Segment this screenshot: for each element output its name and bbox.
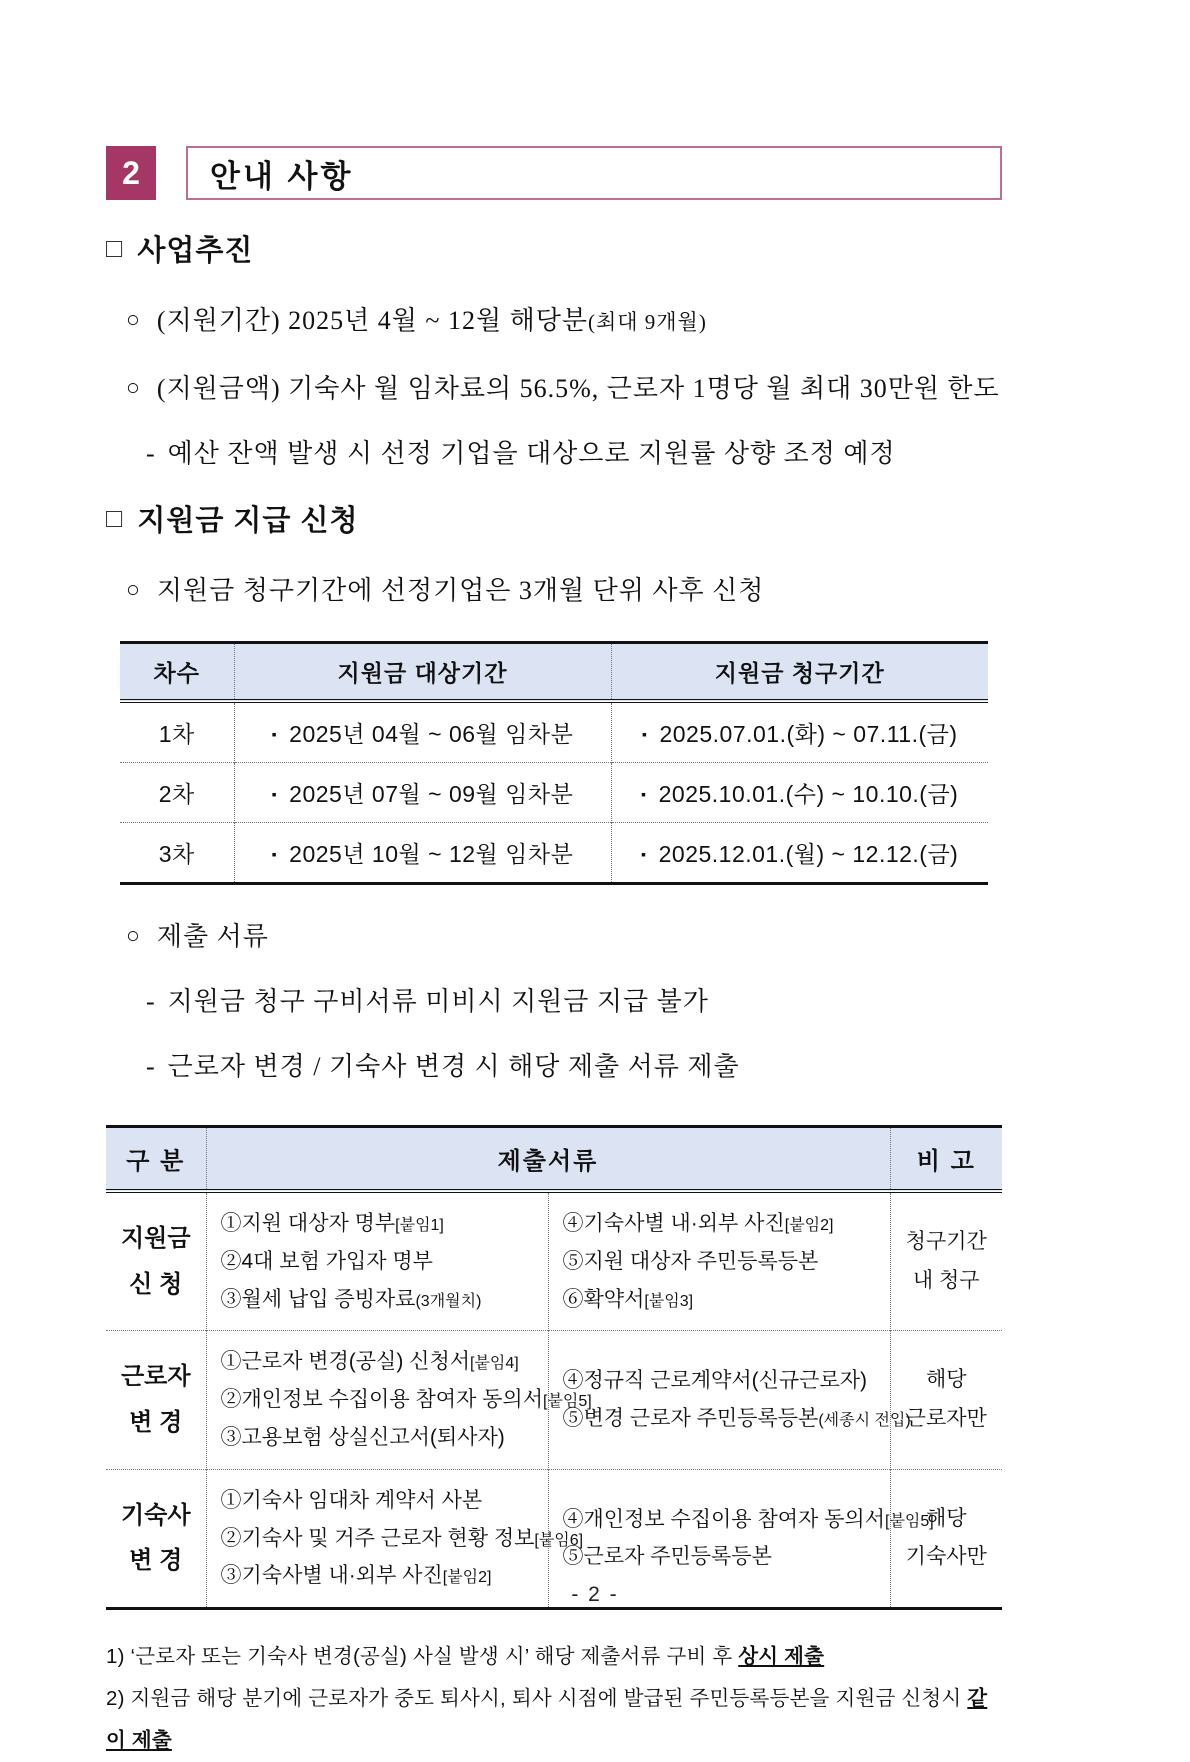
section-title: 안내 사항 [186,146,1002,200]
square-bullet-icon: ▪ [271,846,278,862]
sub-note-budget-text: 예산 잔액 발생 시 선정 기업을 대상으로 지원률 상향 조정 예정 [167,439,896,468]
footnote-2-emphasis: 같이 제출 [106,1687,988,1753]
heading-application [106,498,1002,539]
schedule-header-row [120,643,988,702]
bullet-claim-cycle-text: 지원금 청구기간에 선정기업은 3개월 단위 사후 신청 [156,576,765,605]
round-cell: 2차 [120,763,234,823]
table-row [120,701,988,763]
note-cell: 해당 기숙사만 [890,1469,1002,1608]
documents-right-cell: ④개인정보 수집이용 참여자 동의서[붙임5] ⑤근로자 주민등록등본 [548,1469,890,1608]
documents-header-row [106,1127,1002,1192]
circle-bullet-icon: ○ [126,375,141,400]
documents-left-cell: ①근로자 변경(공실) 신청서[붙임4] ②개인정보 수집이용 참여자 동의서[붙임5] ③고용보험 상실신고서(퇴사자) [206,1331,548,1469]
table-row [120,823,988,884]
note-cell: 해당 근로자만 [890,1331,1002,1469]
document-note-2: - 근로자 변경 / 기숙사 변경 시 해당 제출 서류 제출 [146,1052,740,1081]
page-number: - 2 - [571,1583,619,1606]
square-bullet-icon: ▪ [271,726,278,742]
dash-bullet-icon: - [146,987,156,1016]
bullet-support-amount-text: (지원금액) 기숙사 월 임차료의 56.5%, 근로자 1명당 월 최대 30만원 한도 [156,374,1000,403]
docs-col-documents: 제출서류 [206,1127,890,1192]
sub-note-budget [106,433,1002,470]
bullet-claim-cycle [106,570,1002,607]
square-outline-bullet-icon: □ [106,503,124,533]
period-cell: ▪ 2025년 07월 ~ 09월 임차분 [234,763,611,823]
category-cell: 기숙사 변 경 [106,1469,206,1608]
dash-bullet-icon: - [146,1052,156,1081]
circle-bullet-icon: ○ [126,307,141,332]
bullet-documents-text: 제출 서류 [156,922,269,951]
claim-cell: ▪ 2025.07.01.(화) ~ 07.11.(금) [611,701,988,763]
heading-application-label: 지원금 지급 신청 [137,505,359,537]
note-cell: 청구기간 내 청구 [890,1191,1002,1331]
square-bullet-icon: ▪ [641,786,647,802]
documents-right-cell: ④정규직 근로계약서(신규근로자) ⑤변경 근로자 주민등록등본(세종시 전입) [548,1331,890,1469]
documents-left-cell: ①기숙사 임대차 계약서 사본 ②기숙사 및 거주 근로자 현황 정보[붙임6] ③기숙사별 내·외부 사진[붙임2] [206,1469,548,1608]
claim-cell: ▪ 2025.10.01.(수) ~ 10.10.(금) [611,763,988,823]
section-banner [106,146,1002,200]
schedule-col-period: 지원금 대상기간 [234,643,611,702]
bullet-documents [106,916,1002,953]
docs-col-note: 비 고 [890,1127,1002,1192]
footnote-2: 2) 지원금 해당 분기에 근로자가 중도 퇴사시, 퇴사 시점에 발급된 주민등록등본을 지원금 신청시 같이 제출 [106,1687,988,1753]
documents-table [106,1125,1002,1610]
document-note-1: - 지원금 청구 구비서류 미비시 지원금 지급 불가 [146,987,709,1016]
square-bullet-icon: ▪ [641,846,647,862]
category-cell: 근로자 변 경 [106,1331,206,1469]
square-bullet-icon: ▪ [642,726,648,742]
documents-right-cell: ④기숙사별 내·외부 사진[붙임2] ⑤지원 대상자 주민등록등본 ⑥확약서[붙임3] [548,1191,890,1331]
circle-bullet-icon: ○ [126,923,141,948]
footnotes [106,1636,1002,1762]
circle-bullet-icon: ○ [126,577,141,602]
square-outline-bullet-icon: □ [106,233,124,263]
bullet-support-amount [106,368,1002,405]
bullet-support-period-small: (최대 9개월) [587,310,707,334]
heading-business [106,228,1002,269]
schedule-table [120,641,988,885]
period-cell: ▪ 2025년 10월 ~ 12월 임차분 [234,823,611,884]
round-cell: 3차 [120,823,234,884]
round-cell: 1차 [158,721,195,747]
table-row [120,763,988,823]
square-bullet-icon: ▪ [271,786,278,802]
table-row [106,1331,1002,1469]
claim-cell: ▪ 2025.12.01.(월) ~ 12.12.(금) [611,823,988,884]
document-page [106,146,1002,1762]
dash-bullet-icon: - [146,439,156,468]
section-number-badge: 2 [106,146,156,200]
period-cell: ▪ 2025년 04월 ~ 06월 임차분 [234,701,611,763]
schedule-col-round: 차수 [120,643,234,702]
docs-col-category: 구 분 [106,1127,206,1192]
bullet-support-period-text: (지원기간) 2025년 4월 ~ 12월 해당분(최대 9개월) [156,306,707,335]
table-row [106,1191,1002,1331]
heading-business-label: 사업추진 [137,235,254,267]
schedule-col-claim: 지원금 청구기간 [611,643,988,702]
footnote-1: 1) ‘근로자 또는 기숙사 변경(공실) 사실 발생 시’ 해당 제출서류 구비 후 상시 제출 [106,1645,825,1669]
documents-left-cell: ①지원 대상자 명부[붙임1] ②4대 보험 가입자 명부 ③월세 납입 증빙자료(3개월치) [206,1191,548,1331]
bullet-support-period [106,300,1002,337]
category-cell: 지원금 신 청 [120,1225,191,1298]
footnote-1-emphasis: 상시 제출 [738,1645,825,1669]
